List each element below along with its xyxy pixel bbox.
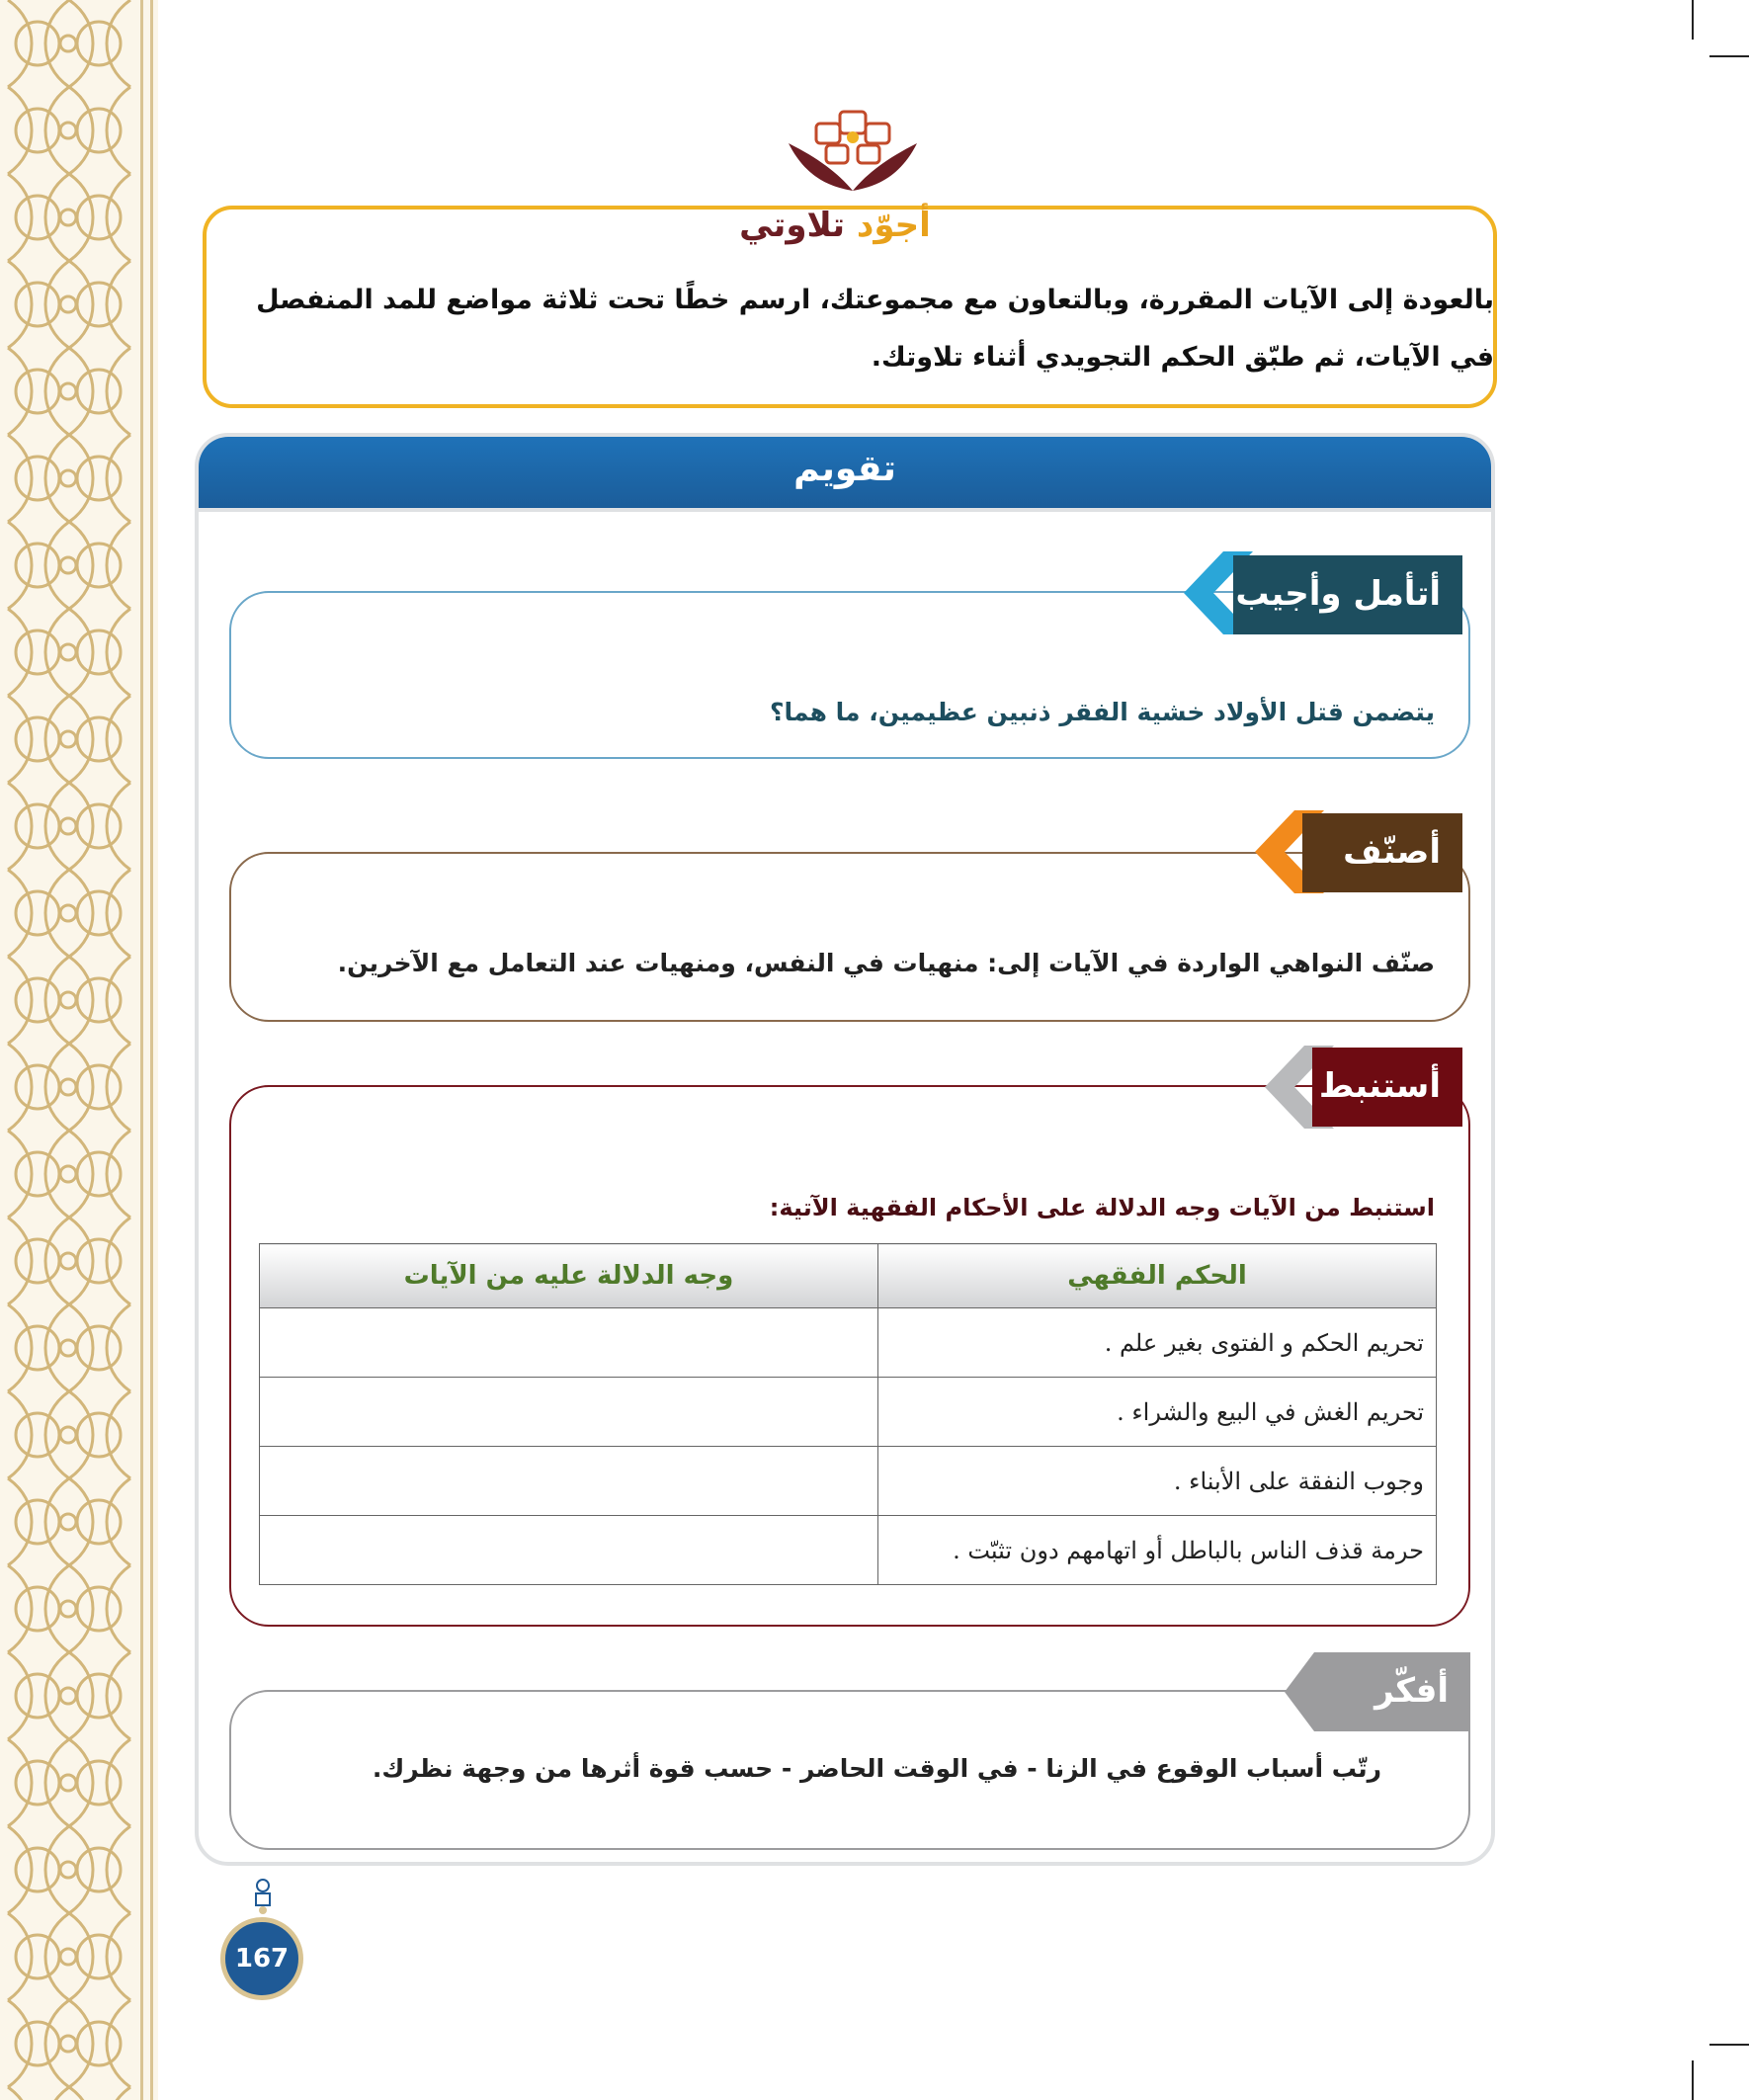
table-row	[260, 1378, 1437, 1447]
table-cell-evidence[interactable]	[260, 1378, 878, 1447]
think-question: رتّب أسباب الوقوع في الزنا - في الوقت الحاضر - حسب قوة أثرها من وجهة نظرك.	[372, 1754, 1381, 1783]
tajweed-title	[0, 206, 1709, 245]
table-cell-ruling: تحريم الغش في البيع والشراء .	[878, 1378, 1437, 1447]
page-ornament-icon	[252, 1878, 274, 1915]
contemplate-question: يتضمن قتل الأولاد خشية الفقر ذنبين عظيمين، ما هما؟	[769, 698, 1435, 726]
table-cell-ruling: تحريم الحكم و الفتوى بغير علم .	[878, 1308, 1437, 1378]
table-cell-ruling: حرمة قذف الناس بالباطل أو اتهامهم دون تثبّت .	[878, 1516, 1437, 1585]
contemplate-label: أتأمل وأجيب	[1233, 555, 1462, 634]
rulings-table	[259, 1243, 1437, 1585]
think-label: أفكّر	[1330, 1652, 1470, 1731]
crop-mark	[1709, 2044, 1749, 2046]
evaluation-title: تقويم	[793, 449, 896, 489]
table-row	[260, 1516, 1437, 1585]
page-number: 167	[220, 1917, 303, 2000]
table-row	[260, 1308, 1437, 1378]
table-row	[260, 1447, 1437, 1516]
tajweed-instructions: بالعودة إلى الآيات المقررة، وبالتعاون مع مجموعتك، ارسم خطًا تحت ثلاثة مواضع للمد المنفصل في الآيات، ثم طبّق الحكم التجويدي أثناء تلاوتك.	[256, 285, 1494, 373]
ornament-border	[0, 0, 158, 2100]
crop-mark	[1709, 55, 1749, 57]
classify-question: صنّف النواهي الواردة في الآيات إلى: منهيات في النفس، ومنهيات عند التعامل مع الآخرين.	[337, 949, 1435, 977]
quran-emblem-icon	[779, 104, 927, 193]
deduce-label: أستنبط	[1312, 1048, 1462, 1127]
tajweed-title-part1: أجوّد	[856, 206, 931, 245]
table-cell-evidence[interactable]	[260, 1447, 878, 1516]
table-header-ruling: الحكم الفقهي	[878, 1244, 1437, 1308]
crop-mark	[1692, 2060, 1694, 2100]
classify-label: أصنّف	[1302, 813, 1462, 892]
table-header-evidence: وجه الدلالة عليه من الآيات	[260, 1244, 878, 1308]
tajweed-title-part2: تلاوتي	[739, 206, 846, 245]
evaluation-header	[199, 437, 1491, 512]
think-tab-slant	[1285, 1652, 1334, 1731]
crop-mark	[1692, 0, 1694, 40]
table-cell-ruling: وجوب النفقة على الأبناء .	[878, 1447, 1437, 1516]
table-cell-evidence[interactable]	[260, 1516, 878, 1585]
deduce-question: استنبط من الآيات وجه الدلالة على الأحكام الفقهية الآتية:	[769, 1194, 1435, 1221]
table-cell-evidence[interactable]	[260, 1308, 878, 1378]
